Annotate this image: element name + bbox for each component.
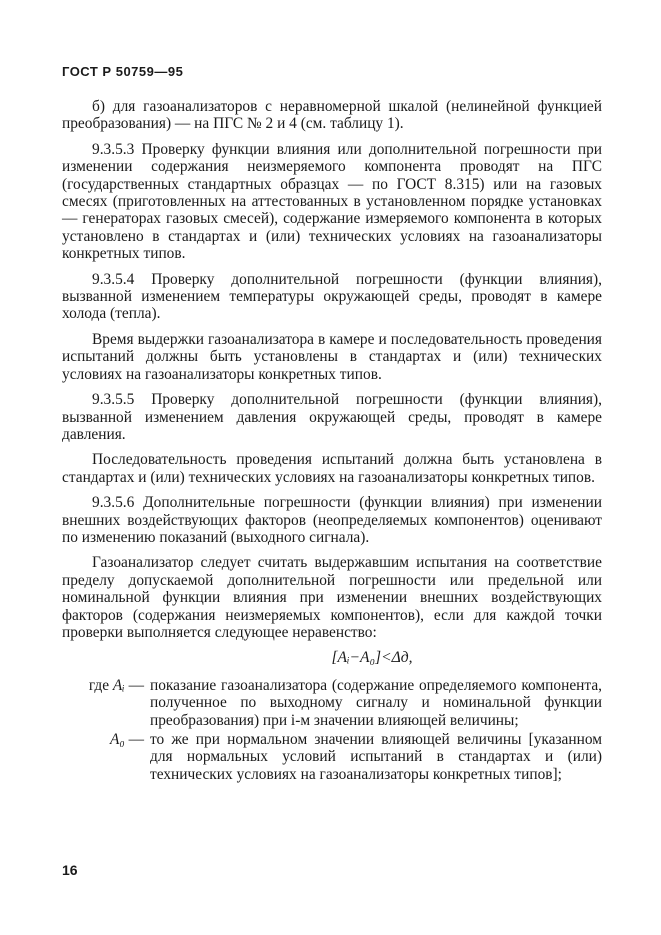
paragraph: Время выдержки газоанализатора в камере и последовательность проведения испытаний должны быть установлены в стандартах и (или) технических условиях на газоанализаторы конкретных типов. [62,330,602,383]
paragraph: 9.3.5.3 Проверку функции влияния или дополнительной погрешности при изменении содержания неизмеряемого компонента проводят на ПГС (государственных стандартных образцах — по ГОСТ 8.315) или на газовых смесях (приготовленных на аттестованных в установленном порядке установках — генераторах газовых смесей), содержание измеряемого компонента в которых установлено в стандартах и (или) технических условиях на газоанализаторы конкретных типов. [62,140,602,263]
paragraph: 9.3.5.5 Проверку дополнительной погрешности (функции влияния), вызванной изменением давления окружающей среды, проводят в камере давления. [62,391,602,443]
document-body [62,98,602,785]
definition-text: то же при нормальном значении влияющей величины [указанном для нормальных условий испытаний в стандартах и (или) технических условиях на газоанализаторы конкретных типов]; [150,731,602,783]
paragraph: Последовательность проведения испытаний должна быть установлена в стандартах и (или) технических условиях на газоанализаторы конкретных типов. [62,451,602,486]
inequality-formula: [Aᵢ−A₀]<Δд, [331,649,413,667]
definition-symbol: Aᵢ [112,676,125,694]
definition-text: показание газоанализатора (содержание определяемого компонента, полученное по выходному сигналу и номинальной функции преобразования) при i-м значении влияющей величины; [150,676,602,729]
paragraph: б) для газоанализаторов с неравномерной шкалой (нелинейной функцией преобразования) — на ПГС № 2 и 4 (см. таблицу 1). [62,98,602,133]
paragraph: 9.3.5.6 Дополнительные погрешности (функции влияния) при изменении внешних воздействующих факторов (неопределяемых компонентов) оценивают по изменению показаний (выходного сигнала). [62,494,602,546]
definition-dash: — [128,676,144,694]
definition-symbol: A₀ [109,731,125,748]
document-header: ГОСТ Р 50759—95 [62,64,184,79]
page-number: 16 [62,862,78,878]
paragraph: 9.3.5.4 Проверку дополнительной погрешности (функции влияния), вызванной изменением температуры окружающей среды, проводят в камере холода (тепла). [62,270,602,323]
definition-item [62,731,602,783]
definition-dash: — [128,731,144,748]
definition-item [62,677,602,729]
paragraph: Газоанализатор следует считать выдержавшим испытания на соответствие пределу допускаемой дополнительной погрешности или предельной или номинальной функции влияния при изменении внешних воздействующих факторов (содержания неизмеряемых компонентов), если для каждой точки проверки выполняется следующее неравенство: [62,554,602,641]
definition-lead: где [88,676,110,694]
definition-term [62,731,150,748]
definitions-list [62,677,602,783]
definition-term [62,677,150,694]
